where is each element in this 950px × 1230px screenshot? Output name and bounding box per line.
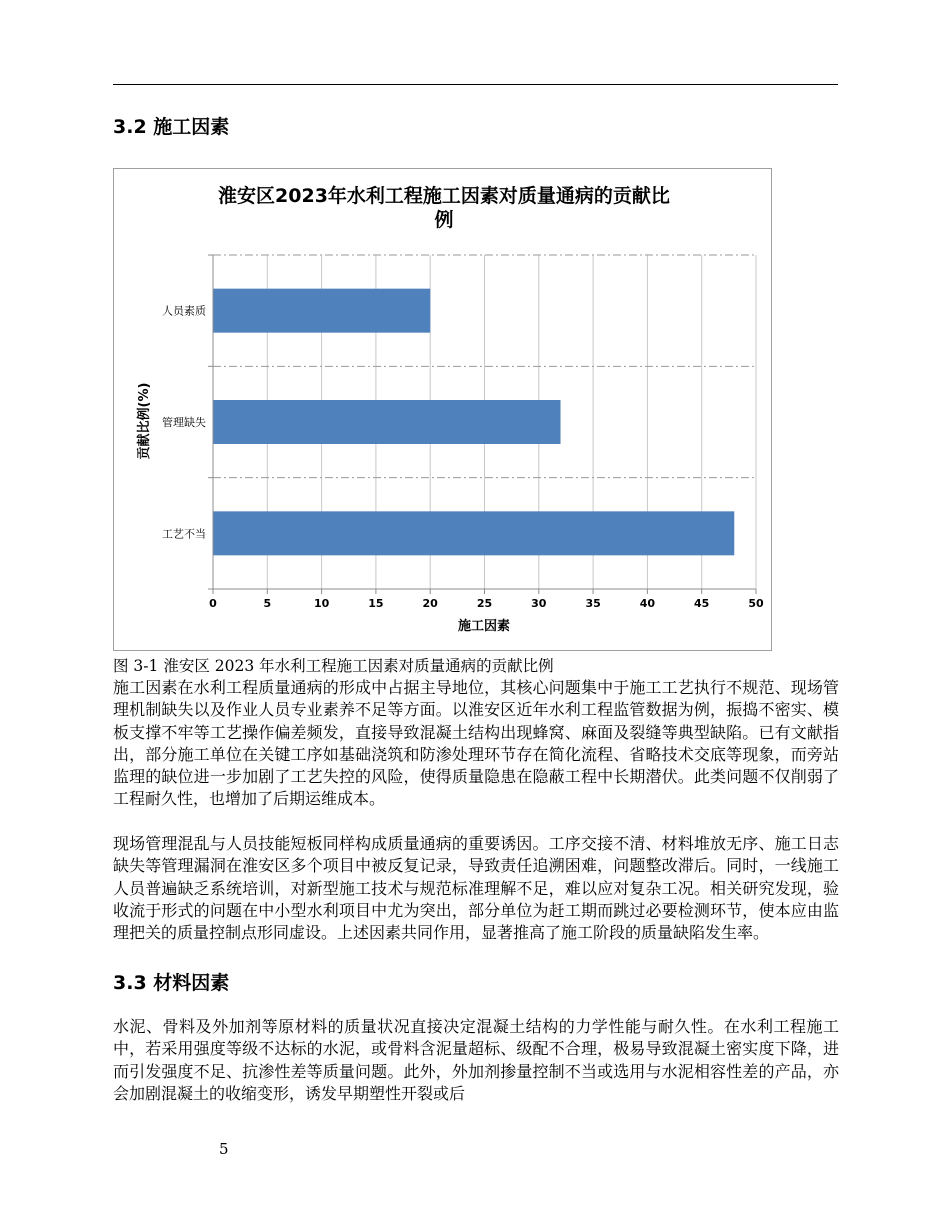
bar-chart [114, 169, 773, 652]
x-tick-label: 40 [639, 597, 656, 610]
y-axis-label: 贡献比例(%) [137, 382, 152, 460]
chart-bars [213, 289, 734, 556]
bar-3 [213, 511, 734, 555]
page-number: 5 [219, 1140, 229, 1158]
chart-figure [113, 168, 772, 651]
y-tick-label: 人员素质 [162, 304, 206, 318]
x-tick-label: 45 [694, 597, 710, 610]
paragraph: 现场管理混乱与人员技能短板同样构成质量通病的重要诱因。工序交接不清、材料堆放无序、施工日志缺失等管理漏洞在淮安区多个项目中被反复记录，导致责任追溯困难，问题整改滞后。同时，一线施工人员普遍缺乏系统培训，对新型施工技术与规范标准理解不足，难以应对复杂工况。相关研究发现，验收流于形式的问题在中小型水利项目中尤为突出，部分单位为赶工期而跳过必要检测环节，使本应由监理把关的质量控制点形同虚设。上述因素共同作用，显著推高了施工阶段的质量缺陷发生率。 [113, 834, 839, 943]
x-tick-label: 50 [748, 597, 764, 610]
paragraph: 水泥、骨料及外加剂等原材料的质量状况直接决定混凝土结构的力学性能与耐久性。在水利工程施工中，若采用强度等级不达标的水泥，或骨料含泥量超标、级配不合理，极易导致混凝土密实度下降，进而引发强度不足、抗渗性差等质量问题。此外，外加剂掺量控制不当或选用与水泥相容性差的产品，亦会加剧混凝土的收缩变形，诱发早期塑性开裂或后 [113, 1017, 839, 1103]
y-tick-labels [162, 304, 206, 541]
x-tick-label: 25 [476, 597, 493, 610]
y-tick-label: 管理缺失 [162, 416, 206, 429]
bar-2 [213, 400, 561, 444]
x-tick-labels [209, 597, 764, 610]
x-tick-label: 20 [422, 597, 438, 610]
x-tick-label: 0 [209, 597, 217, 610]
paragraph: 施工因素在水利工程质量通病的形成中占据主导地位，其核心问题集中于施工工艺执行不规范、现场管理机制缺失以及作业人员专业素养不足等方面。以淮安区近年水利工程监管数据为例，振捣不密实、模板支撑不牢等工艺操作偏差频发，直接导致混凝土结构出现蜂窝、麻面及裂缝等典型缺陷。已有文献指出，部分施工单位在关键工序如基础浇筑和防渗处理环节存在简化流程、省略技术交底等现象，而旁站监理的缺位进一步加剧了工艺失控的风险，使得质量隐患在隐蔽工程中长期潜伏。此类问题不仅削弱了工程耐久性，也增加了后期运维成本。 [113, 678, 839, 809]
section-heading-3-2: 3.2 施工因素 [113, 116, 230, 138]
x-tick-label: 15 [368, 597, 384, 610]
chart-title [218, 184, 670, 231]
x-tick-label: 5 [263, 597, 272, 610]
header-rule [113, 84, 838, 85]
section-heading-3-3: 3.3 材料因素 [113, 972, 230, 994]
chart-title-line-1: 淮安区2023年水利工程施工因素对质量通病的贡献比 [218, 185, 670, 207]
chart-title-line-2: 例 [434, 209, 454, 231]
x-axis-label: 施工因素 [457, 619, 511, 634]
y-tick-label: 工艺不当 [162, 527, 206, 541]
bar-1 [213, 289, 430, 333]
x-tick-label: 35 [585, 597, 601, 610]
x-tick-label: 10 [313, 597, 330, 610]
x-tick-label: 30 [531, 597, 547, 610]
figure-caption: 图 3-1 淮安区 2023 年水利工程施工因素对质量通病的贡献比例 [113, 657, 554, 675]
